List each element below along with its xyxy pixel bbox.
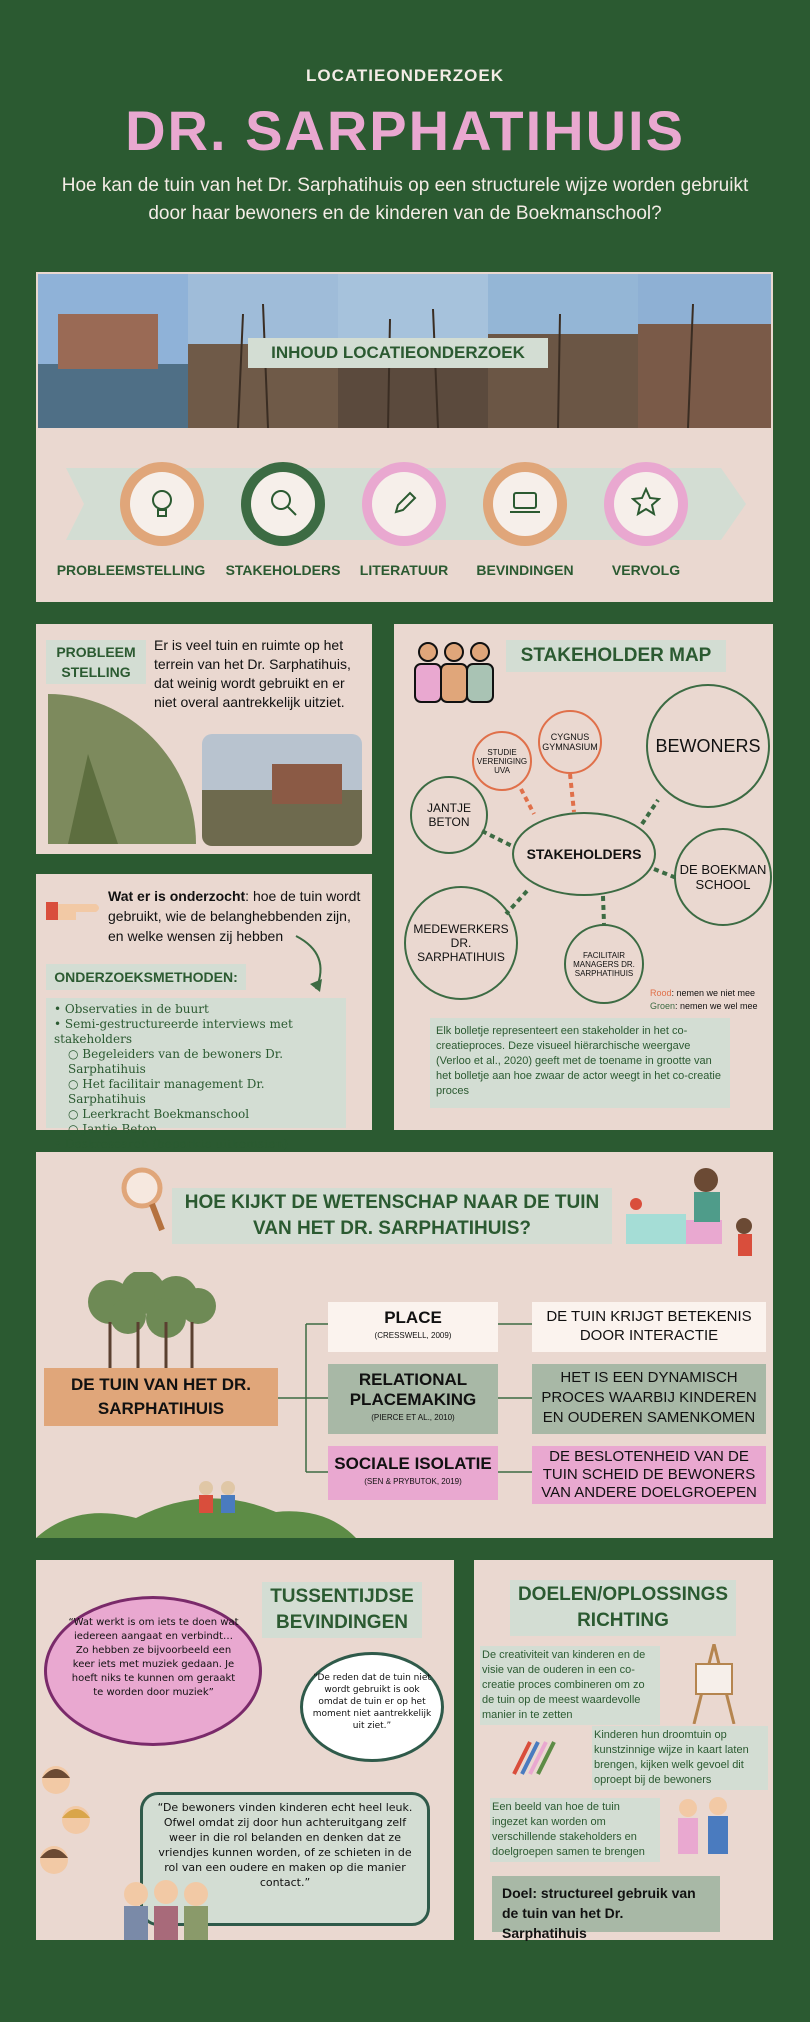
method-item: • Semi-gestructureerde interviews met stakeholders	[54, 1017, 293, 1046]
method-item: • Deskresearch (beperkte uitkomsten)	[54, 1137, 289, 1151]
quote-3-text: “De bewoners vinden kinderen echt heel leuk. Ofwel omdat zij door hun achteruitgang zelf weer in die rol belanden en denken dat ze vriendjes kunnen worden, of ze schieten in de rol van een oudere en maken op die manier contact.”	[157, 1801, 413, 1889]
sub-method-item: ○ Leerkracht Boekmanschool	[68, 1107, 250, 1121]
bevindingen-title-line1: TUSSENTIJDSE	[270, 1586, 414, 1607]
page-title: DR. SARPHATIHUIS	[125, 99, 685, 162]
probleemstelling-title-line1: PROBLEEM	[56, 644, 136, 660]
probleemstelling-title	[46, 640, 146, 684]
stakeholder-node-label: DE BOEKMAN SCHOOL	[679, 862, 767, 892]
stakeholder-description: Elk bolletje representeert een stakeholder in het co-creatieproces. Deze visueel hiërarchische weergave (Verloo et al., 2020) geeft met de toename in grootte van het bolletje aan hoe zwaar de actor weegt in het co-creatie proces	[430, 1018, 730, 1108]
stakeholder-node-studie[interactable]	[472, 731, 532, 791]
stakeholder-node-center[interactable]	[512, 812, 656, 896]
doelen-item-2: Kinderen hun droomtuin op kunstzinnige wijze in kaart laten brengen, kijken welk gevoel dit oproept bij de bewoners	[592, 1726, 768, 1790]
garden-photo-1	[48, 694, 196, 844]
sub-method-item: ○ Begeleiders van de bewoners Dr. Sarphatihuis	[68, 1047, 284, 1076]
stakeholder-node-facilitair[interactable]	[564, 924, 644, 1004]
doelen-goal: Doel: structureel gebruik van de tuin van het Dr. Sarphatihuis	[492, 1876, 720, 1932]
method-item: • Observaties in de buurt	[54, 1002, 209, 1016]
stakeholder-center-label: STAKEHOLDERS	[526, 846, 642, 862]
lightbulb-icon	[148, 488, 176, 520]
probleemstelling-panel	[36, 624, 372, 854]
children-illustration	[36, 1760, 106, 1880]
branch-cite: (PIERCE ET AL., 2010)	[371, 1413, 455, 1422]
methods-box	[46, 998, 346, 1151]
legend-green-word: Groen	[650, 1001, 676, 1011]
stakeholder-node-bewoners[interactable]	[646, 684, 770, 808]
legend-red-text: : nemen we niet mee	[671, 988, 756, 998]
result-relational: HET IS EEN DYNAMISCH PROCES WAARBIJ KINDEREN EN OUDEREN SAMENKOMEN	[532, 1364, 766, 1434]
branch-place	[328, 1302, 498, 1352]
step-label-literatuur[interactable]: LITERATUUR	[359, 562, 449, 578]
garden-photo-2	[202, 734, 362, 846]
star-icon	[631, 487, 661, 517]
sub-method-item: ○ Jantje Beton	[68, 1122, 158, 1136]
branch-name: RELATIONAL PLACEMAKING	[349, 1370, 477, 1409]
methods-title: ONDERZOEKSMETHODEN:	[46, 964, 246, 990]
branch-name: PLACE	[384, 1308, 442, 1327]
method-item-label: Observaties in de buurt	[64, 1002, 209, 1016]
crayons-icon	[510, 1738, 560, 1778]
onderzoek-panel	[36, 874, 372, 1151]
stakeholder-node-label: MEDEWERKERS DR. SARPHATIHUIS	[413, 922, 509, 964]
onderzoek-lead-bold: Wat er is onderzocht	[108, 888, 246, 904]
quote-1-text: “Wat werkt is om iets te doen wat iedereen aangaat en verbindt… Zo hebben ze bijvoorbeeld een keer iets met muziek gedaan. Je hoeft niks te kunnen om geraakt te worden door muziek”	[68, 1617, 239, 1698]
laptop-icon	[509, 490, 541, 516]
sub-method-label: Het facilitair management Dr. Sarphatihuis	[68, 1077, 265, 1106]
result-place: DE TUIN KRIJGT BETEKENIS DOOR INTERACTIE	[532, 1302, 766, 1352]
doelen-panel	[474, 1560, 773, 1940]
legend-red-word: Rood	[650, 988, 672, 998]
curved-arrow-icon	[286, 934, 336, 994]
stakeholder-node-label: JANTJE BETON	[426, 801, 471, 829]
pointing-hand-icon	[46, 896, 102, 924]
doelen-title-line2: RICHTING	[577, 1610, 669, 1631]
research-question: Hoe kan de tuin van het Dr. Sarphatihuis op een structurele wijze worden gebruikt door haar bewoners en de kinderen van de Boekmanschool?	[61, 175, 749, 224]
branch-cite: (SEN & PRYBUTOK, 2019)	[364, 1477, 462, 1486]
stakeholder-node-label: FACILITAIR MANAGERS DR. SARPHATIHUIS	[573, 950, 635, 978]
stakeholder-map-panel	[394, 624, 773, 1130]
elderly-illustration	[116, 1876, 226, 1940]
sub-method-item: ○ Het facilitair management Dr. Sarphatihuis	[68, 1077, 265, 1106]
branch-relational	[328, 1364, 498, 1434]
doelen-title-line1: DOELEN/OPLOSSINGS	[517, 1584, 729, 1605]
stakeholder-map-title: STAKEHOLDER MAP	[506, 640, 726, 672]
stakeholder-node-label: STUDIE VERENIGING UVA	[476, 747, 528, 775]
step-label-vervolg[interactable]: VERVOLG	[611, 562, 681, 578]
quote-2-text: “De reden dat de tuin niet wordt gebruikt is ook omdat de tuin er op het moment niet aantrekkelijk uit ziet.”	[312, 1673, 432, 1731]
method-item-label: Semi-gestructureerde interviews met stakeholders	[54, 1017, 293, 1046]
people-talking-illustration	[670, 1792, 740, 1862]
stakeholder-node-cygnus[interactable]	[538, 710, 602, 774]
onderzoek-lead-rest: : hoe de tuin wordt gebruikt, wie de belanghebbenden zijn, en welke wensen zij hebben	[108, 888, 361, 944]
legend-green-text: : nemen we wel mee	[675, 1001, 758, 1011]
branch-name: SOCIALE ISOLATIE	[334, 1454, 492, 1473]
wetenschap-title: HOE KIJKT DE WETENSCHAP NAAR DE TUIN VAN HET DR. SARPHATIHUIS?	[172, 1188, 612, 1244]
probleemstelling-text: Er is veel tuin en ruimte op het terrein van het Dr. Sarphatihuis, dat weinig wordt gebruikt en er niet overal aantrekkelijk uitziet.	[154, 637, 351, 710]
doelen-item-3: Een beeld van hoe de tuin ingezet kan worden om verschillende stakeholders en doelgroepen samen te brengen	[490, 1798, 660, 1862]
stakeholder-node-label: BEWONERS	[655, 735, 761, 756]
stakeholder-node-medewerkers[interactable]	[404, 886, 518, 1000]
inhoud-label: INHOUD LOCATIEONDERZOEK	[248, 338, 548, 368]
wetenschap-panel	[36, 1152, 773, 1538]
easel-icon	[686, 1644, 742, 1724]
step-label-bevindingen[interactable]: BEVINDINGEN	[476, 562, 574, 578]
stakeholder-node-jantje[interactable]	[410, 776, 488, 854]
stakeholder-node-boekman[interactable]	[674, 828, 772, 926]
pencil-icon	[390, 488, 420, 518]
step-label-probleemstelling[interactable]: PROBLEEMSTELLING	[56, 562, 206, 578]
bevindingen-panel	[36, 1560, 454, 1940]
hills-illustration	[36, 1462, 376, 1538]
step-label-stakeholders[interactable]: STAKEHOLDERS	[225, 562, 341, 578]
branch-cite: (CRESSWELL, 2009)	[374, 1331, 452, 1340]
method-item-label: Deskresearch (beperkte uitkomsten)	[64, 1137, 289, 1151]
legend-red	[650, 988, 772, 998]
sub-method-label: Leerkracht Boekmanschool	[82, 1107, 250, 1121]
result-sociale-isolatie: DE BESLOTENHEID VAN DE TUIN SCHEID DE BEWONERS VAN ANDERE DOELGROEPEN	[532, 1446, 766, 1504]
bevindingen-title-line2: BEVINDINGEN	[276, 1612, 408, 1633]
bevindingen-title	[262, 1582, 422, 1638]
doelen-title	[510, 1580, 736, 1636]
search-icon	[269, 488, 299, 518]
sub-method-label: Jantje Beton	[82, 1122, 158, 1136]
wetenschap-root: DE TUIN VAN HET DR. SARPHATIHUIS	[44, 1368, 278, 1426]
doelen-item-1: De creativiteit van kinderen en de visie van de ouderen in een co-creatie proces combineren om zo de tuin op de meest waardevolle manier in te zetten	[480, 1646, 660, 1725]
probleemstelling-title-line2: STELLING	[61, 664, 131, 680]
inhoud-panel	[36, 272, 773, 602]
sub-method-label: Begeleiders van de bewoners Dr. Sarphatihuis	[68, 1047, 284, 1076]
stakeholder-node-label: CYGNUS GYMNASIUM	[542, 732, 598, 752]
legend-green	[650, 1001, 772, 1011]
header-kicker: LOCATIEONDERZOEK	[306, 66, 504, 85]
